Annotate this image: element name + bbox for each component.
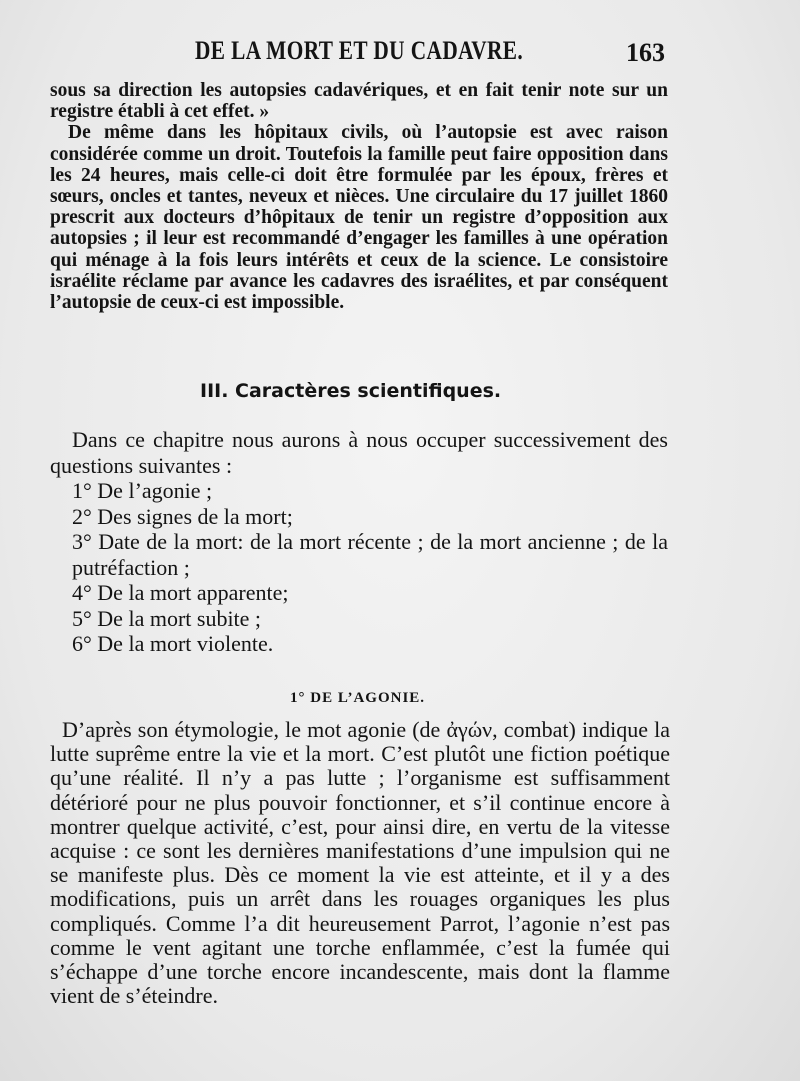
list-item: 2° Des signes de la mort;: [72, 503, 293, 529]
list-item: 6° De la mort violente.: [72, 631, 274, 656]
topics-list: [50, 478, 668, 657]
list-item: 3° Date de la mort: de la mort récente ; de la mort ancienne ; de la putréfaction ;: [72, 529, 668, 580]
intro-paragraph: Dans ce chapitre nous aurons à nous occuper successivement des questions suivantes :: [50, 427, 668, 478]
list-item: 5° De la mort subite ;: [72, 605, 262, 631]
subsection-heading: 1° DE L’AGONIE.: [290, 690, 426, 706]
paragraph-hospitals: De même dans les hôpitaux civils, où l’autopsie est avec raison considérée comme un droit. Toutefois la famille peut faire opposition dans les 24 heures, mais celle-ci doit être formulée par les époux, frères et sœurs, oncles et tantes, neveux et nièces. Une circulaire du 17 juillet 1860 prescrit aux docteurs d’hôpitaux de tenir un registre d’opposition aux autopsies ; il leur est recommandé d’engager les familles à une opération qui ménage à la fois leurs intérêts et ceux de la science. Le consistoire israélite réclame par avance les cadavres des israélites, et par conséquent l’autopsie de ceux-ci est impossible.: [50, 122, 668, 314]
chapter-intro: [50, 427, 668, 657]
continued-text: [50, 80, 668, 313]
page-number: 163: [626, 38, 665, 67]
list-item: 4° De la mort apparente;: [72, 580, 289, 605]
list-item: 1° De l’agonie ;: [72, 478, 213, 503]
paragraph-continued: sous sa direction les autopsies cadavériques, et en fait tenir note sur un registre établi à cet effet. »: [50, 80, 668, 123]
body-paragraph: D’après son étymologie, le mot agonie (de ἀγών, combat) indique la lutte suprême entre la vie et la mort. C’est plutôt une fiction poétique qu’une réalité. Il n’y a pas lutte ; l’organisme est suffisamment détérioré pour ne plus pouvoir fonctionner, et s’il continue encore à montrer quelque activité, c’est, pour ainsi dire, en vertu de la vitesse acquise : ce sont les dernières manifestations d’une impulsion qui ne se manifeste plus. Dès ce moment la vie est atteinte, et il y a des modifications, puis un arrêt dans les rouages organiques les plus compliqués. Comme l’a dit heureusement Parrot, l’agonie n’est pas comme le vent agitant une torche enflammée, c’est la fumée qui s’échappe d’une torche encore incandescente, mais dont la flamme vient de s’éteindre.: [50, 717, 670, 1009]
running-title: DE LA MORT ET DU CADAVRE.: [195, 36, 524, 65]
page-header: [40, 36, 680, 76]
agony-section: [50, 718, 670, 1008]
section-heading: III. Caractères scientifiques.: [200, 380, 502, 402]
